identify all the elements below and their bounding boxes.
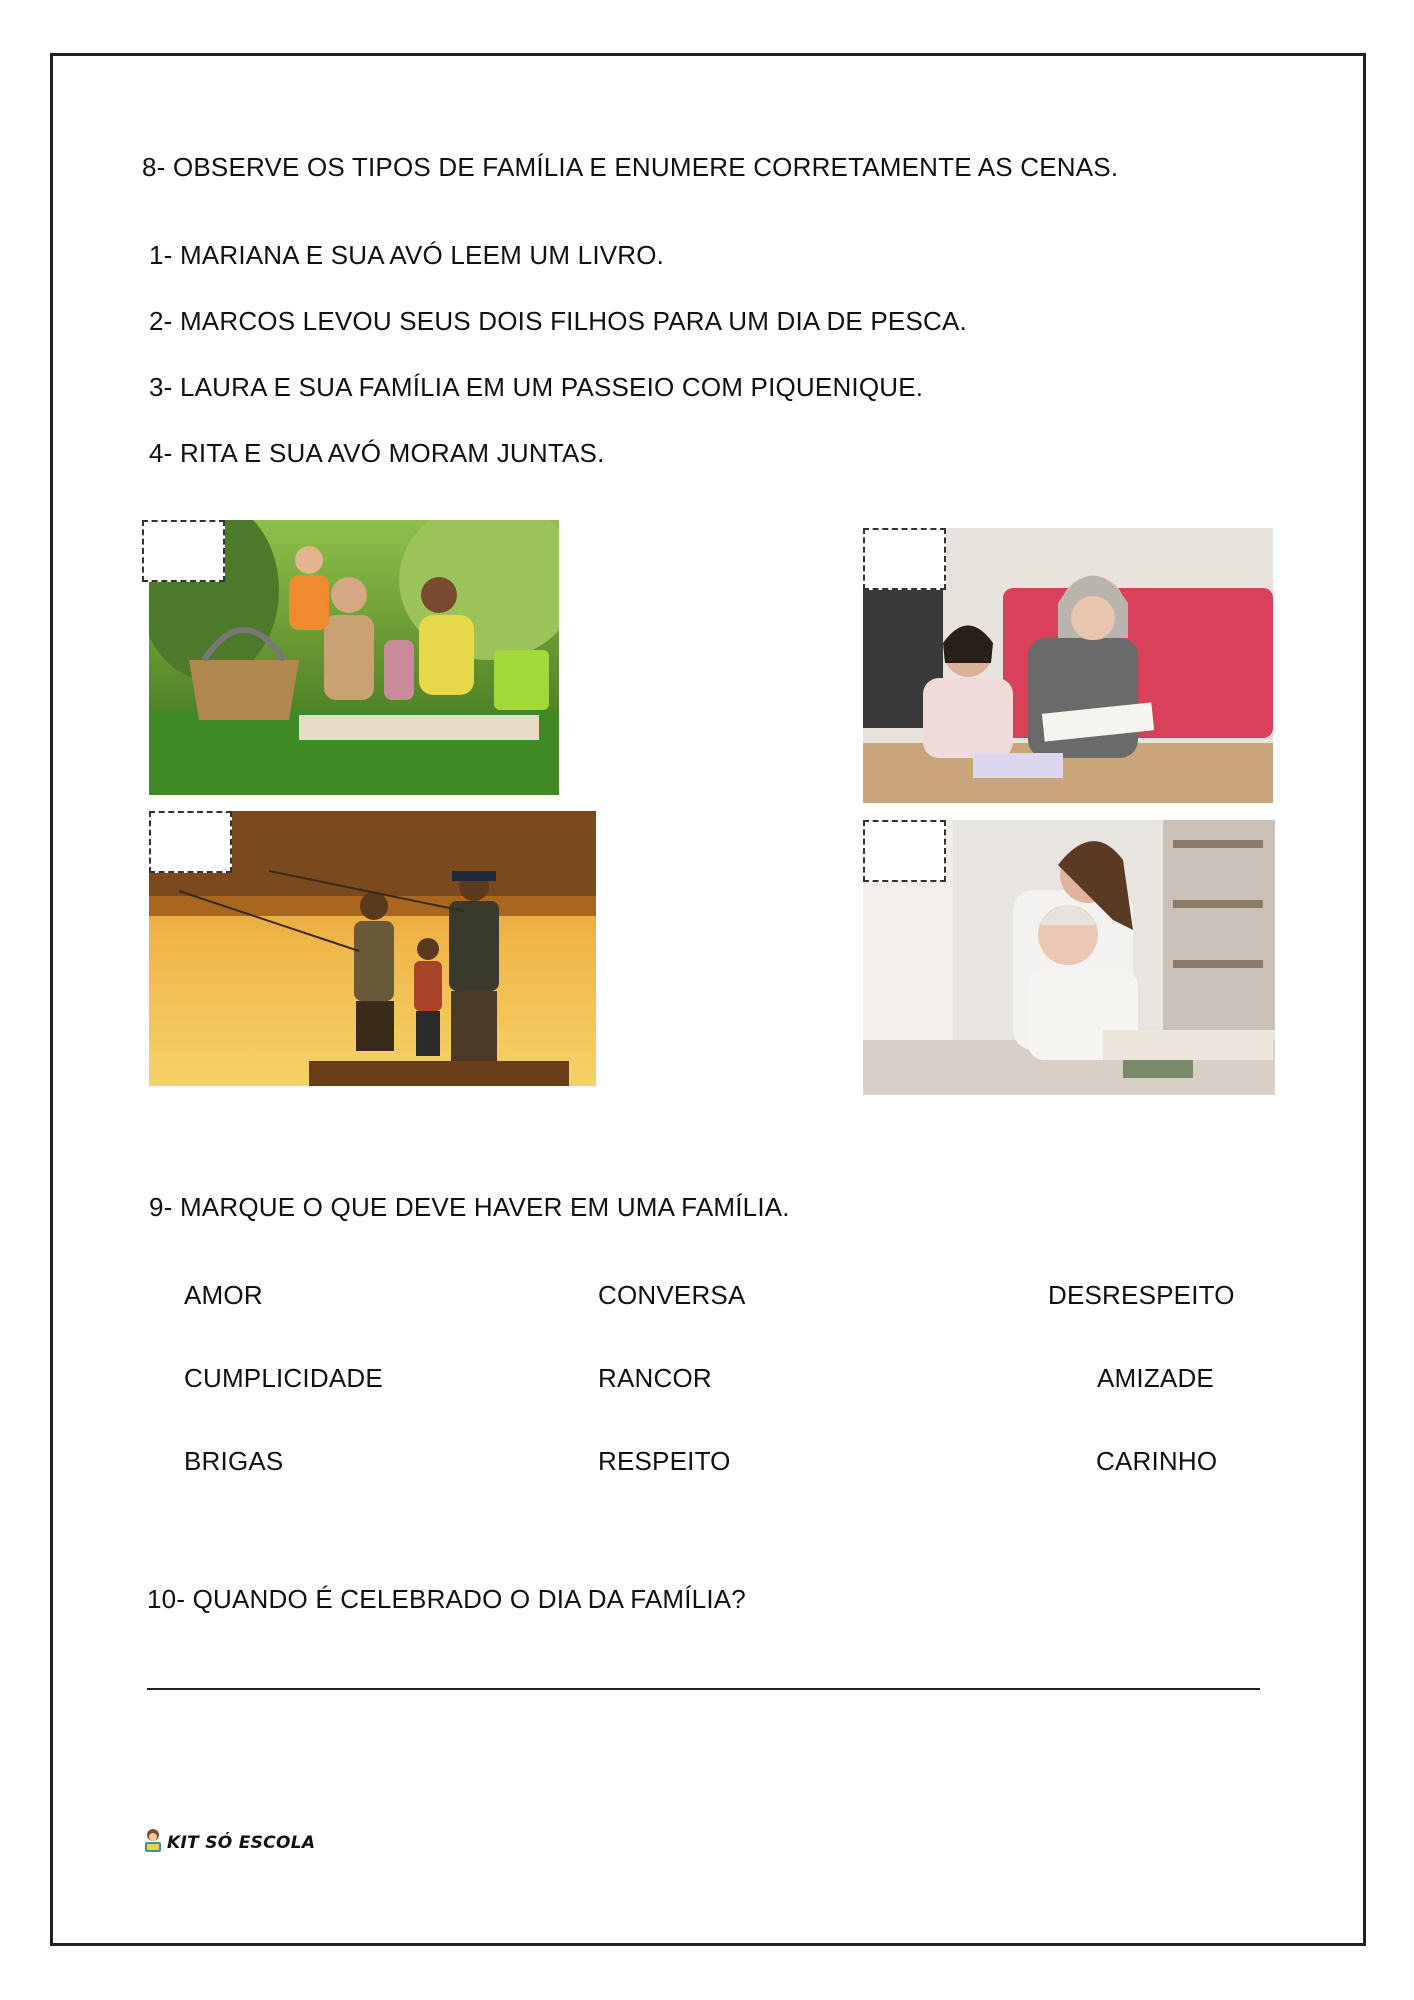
q10-title: 10- QUANDO É CELEBRADO O DIA DA FAMÍLIA? (147, 1584, 746, 1614)
footer-logo (143, 1828, 315, 1857)
option-respeito[interactable]: RESPEITO (598, 1446, 731, 1476)
q10-answer-line[interactable] (147, 1688, 1260, 1690)
q8-item-4: 4- RITA E SUA AVÓ MORAM JUNTAS. (149, 438, 605, 468)
logo-text: KIT SÓ ESCOLA (167, 1832, 316, 1853)
q8-title: 8- OBSERVE OS TIPOS DE FAMÍLIA E ENUMERE CORRETAMENTE AS CENAS. (142, 152, 1119, 182)
option-carinho[interactable]: CARINHO (1096, 1446, 1218, 1476)
answer-box-fishing[interactable] (149, 811, 232, 873)
q9-title: 9- MARQUE O QUE DEVE HAVER EM UMA FAMÍLIA. (149, 1192, 790, 1222)
option-rancor[interactable]: RANCOR (598, 1363, 712, 1393)
option-desrespeito[interactable]: DESRESPEITO (1048, 1280, 1235, 1310)
option-brigas[interactable]: BRIGAS (184, 1446, 284, 1476)
option-cumplicidade[interactable]: CUMPLICIDADE (184, 1363, 383, 1393)
school-kid-icon (143, 1828, 163, 1857)
q8-item-3: 3- LAURA E SUA FAMÍLIA EM UM PASSEIO COM PIQUENIQUE. (149, 372, 924, 402)
answer-box-hug[interactable] (863, 820, 946, 882)
option-amizade[interactable]: AMIZADE (1097, 1363, 1214, 1393)
option-amor[interactable]: AMOR (184, 1280, 263, 1310)
option-conversa[interactable]: CONVERSA (598, 1280, 746, 1310)
q8-item-1: 1- MARIANA E SUA AVÓ LEEM UM LIVRO. (149, 240, 665, 270)
q8-item-2: 2- MARCOS LEVOU SEUS DOIS FILHOS PARA UM DIA DE PESCA. (149, 306, 967, 336)
answer-box-reading[interactable] (863, 528, 946, 590)
answer-box-picnic[interactable] (142, 520, 225, 582)
